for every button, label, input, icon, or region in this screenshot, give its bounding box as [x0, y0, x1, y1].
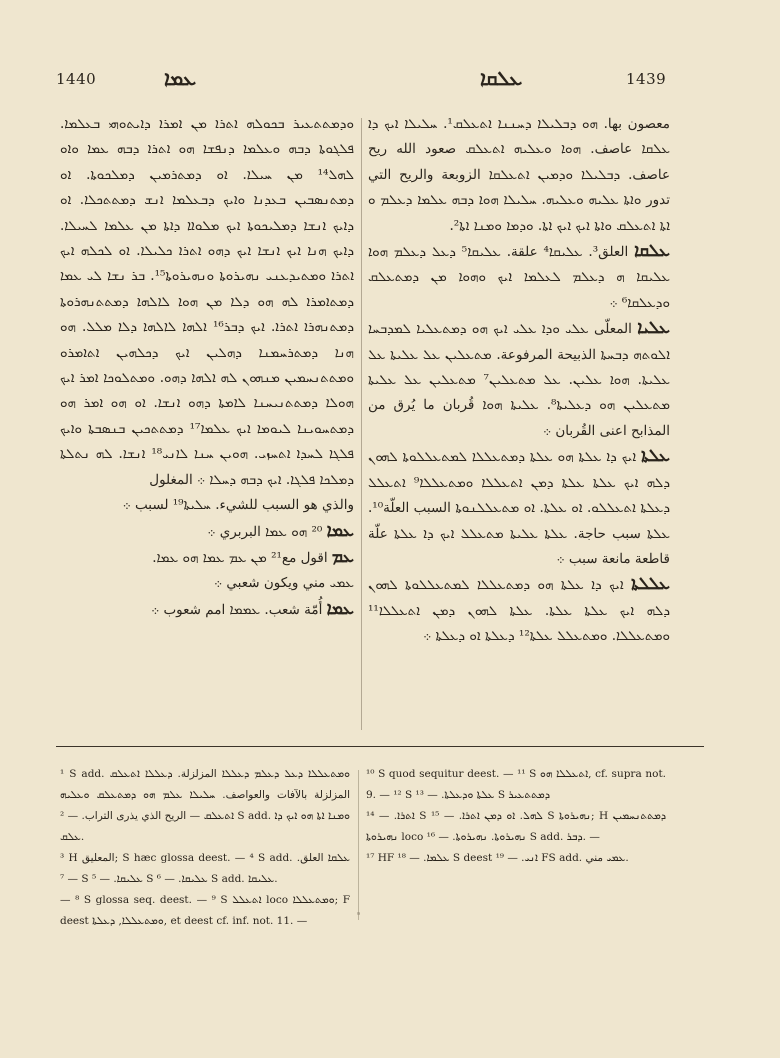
- right-page-number: 1439: [626, 70, 667, 88]
- footnote-block: ¹⁷ HF ܥܠܡܐ. — ¹⁸ S deest ܐܢܝ. — ¹⁹ FS add. ܥܡܝ مني.: [366, 852, 629, 864]
- entry-text: ܥܡܝ مني ويكون شعبي ܀: [213, 575, 354, 592]
- left-entry-2: [60, 545, 354, 571]
- left-column-paragraph-1: ܘܕܡܬܬܥܝܪ ܒܟܘܠܗ ܐܬܪܐ ܡܢ ܐܡܪܐ ܕܐܝܬܘܗܝ ܒܥܠܡܐ. ܦܠܓܘܬܐ ܕܒܗ ܘܥܠܡܐ ܕܢܦܫܐ ܗܘ ܐܬܪܐ ܕܒܗ ܥܡܐ ܘܐܘ ܠܗܠ¹⁴ ܡܢ ܚܝܠܐ. ܐܘ ܕܡܬܪܡܝܢ ܕܡܠܟܘܬܐ. ܐܘ ܕܡܬܢܣܒܝܢ ܒܥܕܢܐ ܘܐܝܟ ܕܒܥܠܡܐ ܐܢܫ ܕܡܬܬܟܠܐ. ܐܘ ܕܐܝܟ ܐܢܫܐ ܕܡܠܝܟܘܬܐ ܐܝܟ ܡܠܘܐܐ ܕܐܬܐ ܡܢ ܥܠܡܐ ܠܚܝܠܐ. ܕܐܝܟ ܗܢܐ ܐܝܟ ܐܢܫܐ ܐܝܟ ܕܗܘ ܐܬܪܐ ܟܠܝܠܐ. ܐܘ ܠܟܠܗ ܐܝܟ ܐܬܪܐ ܘܡܬܝܕܥܢܝ ܢܗܝܪܘܬܐ ܘܢܗܝܪܘܬܐ¹⁵. ܒܪ ܢܫܐ ܠܝ ܥܡܐ ܕܡܬܐܡܪܐ ܠܗ ܗܘ ܕܠܐ ܡܢ ܗܘܐ ܠܐܠܗܐ ܕܡܬܬܢܗܪܘܬܐ ܕܡܬܢܗܪܐ ܐܬܪܐ. ܐܝܟ ܕܒܪ¹⁶ ܐܠܗܐ ܠܐܠܗܐ ܕܠܐ ܡܠܠ. ܗܘ ܗܢܐ ܕܡܬܪܚܡܢܐ ܕܗܠܝܢ ܐܝܟ ܕܟܠܗܝܢ ܐܬܐܡܪܘ ܘܡܬܬܢܚܡܝܢ ܡܢܗܘܢ ܠܗ ܐܠܗܐ ܕܗܘ. ܘܡܬܠܘܟܐ ܐܡܪ ܐܝܟ ܗܘܠܐ ܕܡܬܬܢܝܚܢܐ ܠܐܡܬܐ ܕܗܘ ܐܢܫܐ. ܐܘ ܗܘ ܐܡܪ ܗܘ ܕܡܬܚܘܝܢܐ ܠܝܘܡܐ ܐܝܟ ܥܠܡܐ¹⁷ ܕܡܬܬܟܝܢ ܒܢܣܒܬܐ ܘܐܝܟ ܦܠܓܐ ܠܚܕܐ ܐܬܚܙܝ. ܗܘܝܢ ܚܢܐ ܠܐܢܝ¹⁸ ܐܢܫܐ. ܠܗ ܢܬܠܬܐ ܕܡܠܟܐ ܦܠܓܐ. ܐܝܟ ܕܒܗ ܕܚܠܐ ܀ المغلول: [60, 116, 355, 488]
- entry-headword: ܥܠܬܐ: [641, 446, 670, 467]
- left-entry-1: [60, 519, 354, 545]
- entry-text: ²⁰ ܗܘ ܥܡܐ البربري ܀: [207, 523, 323, 540]
- footnote-block: — ⁸ S glossa seq. deest. — ⁹ S ܐܬܥܠܠ loco ܘܡܬܥܠܠܐ; F deest ܘܡܬܥܠܠܐ, ܕܥܠܬܐ, et deest cf. inf. not. 11. —: [60, 894, 350, 927]
- left-entry-4: [60, 597, 354, 623]
- entry-headword: ܥܠܩܐ: [634, 241, 670, 262]
- footnote-block: ¹⁰ S quod sequitur deest. — ¹¹ S ܐܬܥܠܠܐ ܗܘ, cf. supra not. 9. — ¹² S ܥܠܬܐ ܘܕܥܠܬܐ. — ¹³ S ܕܡܬܬܥܝܪ: [366, 768, 666, 801]
- entry-headword: ܥܡܐ: [326, 520, 354, 541]
- right-column-paragraph-1: معصون بها. ܗܘ ܕܒܠܝܠܐ ܕܚܢܢܐ ܐܬܥܠܩ¹. ܚܠܝܠܐ ܐܝܟ ܕܐ ܥܠܩܐ عاصف. ܗܘܐ ܘܥܠܝܗ ܐܬܥܠܩ صعود الله ريح عاصف. ܕܒܠܝܠܐ ܘܕܡܝܢ ܐܬܥܠܩܐ الزوبعة والريح التي تدور ܘܐܬܐ ܥܠܝܗ ܘܥܠܝܗ. ܚܠܝܠܐ ܗܘܐ ܕܒܗ ܥܠܡܐ ܕܥܠܡ ܘ ܐܬܐ ܐܬܥܠܩ ܘܐܬܐ ܐܝܟ ܐܝܟ ܐܬܐ. ܘܕܡܐ ܘܡܢܐ ܐܬܐ².: [368, 116, 670, 234]
- stray-printer-mark: ᵃ: [357, 910, 361, 919]
- left-footnotes: [60, 764, 350, 932]
- left-entry-3: [60, 571, 354, 596]
- footnote-block: ¹ S add. ܘܡܬܥܠܠܐ ܕܥܠ ܕܥܠܡ ܕܥܠܠܐ المزلزلة. ܕܥܠܠܐ ܐܬܥܠܩ المزلزلة بالآفات والعواصف. ܚܠܝܠܐ ܥܠܡ ܗܘ ܕܡܬܥܠܩ ܘܥܠܝܗ ܐܬܥܠܩ — الريح الذي يذرى التراب. — ² S add. ܘܡܢܐ ܐܬܐ ܗܘ ܐܝܟ ܕܐ ܥܠܩ.: [60, 768, 350, 843]
- footnote-divider: [358, 770, 359, 920]
- footnote-block: ³ H المعليق; S hæc glossa deest. — ⁴ S add. ܥܠܩܐ العلق. — ⁷ S ܥܠܝܩܐ. — ⁵ S ܥܠܝܩܐ. — ⁶ S add. ܥܠܝܩܐ.: [60, 852, 350, 885]
- right-running-headword: ܥܠܩܐ: [480, 66, 523, 90]
- entry-headword: ܥܠܝܐ: [637, 318, 670, 339]
- left-text-column: [60, 112, 354, 623]
- right-entry-1: [368, 239, 670, 316]
- footnote-block: ܐܬܪܐ. — ¹⁴ S ܠܗܠ. ܐܘ ܕܡܢ ܐܬܪܐ. — ¹⁵ S ܢܗܝܪܘܬܐ; H ܕܡܬܬܢܚܡܝܢ ܢܗܝܪܘܬܐ loco ܢܗܝܪܘܬܐ. ܢܗܝܪܘܬܐ. — ¹⁶ S add. ܕܒܪ. —: [366, 810, 667, 843]
- entry-text: العلق³. ܥܠܝܩܐ⁴ علقة. ܥܠܝܩܐ⁵ ܕܥܠ ܕܥܠܡ ܗܘܐ ܥܠܝܩܐ ܗ ܕܥܠܡ ܠܥܠܡܐ ܐܝܟ ܘܗܘܐ ܡܢ ܕܡܬܥܠܩ ܘܕܥܠܩܐ⁶ ܀: [368, 244, 670, 311]
- right-entry-2: [368, 316, 670, 444]
- left-running-headword: ܥܡܐ: [164, 66, 197, 90]
- entry-text: ܐܝܟ ܕܐ ܥܠܬܐ ܗܘ ܥܠܬܐ ܕܡܬܥܠܠܐ ܠܡܬܥܠܠܘܬܐ ܠܗܘܢ ܕܠܗ ܐܝܟ ܥܠܬܐ ܥܠܬܐ ܕܡܢ ܐܬܥܠܠܐ ܘܡܬܥܠܠܐ⁹ ܐܬܥܠܠ ܕܥܠܬܐ ܐܬܥܠܠܘ. ܐܘ ܥܠܬܐ. ܐܘ ܡܬܥܠܠܢܘܬܐ السبب العلّة¹⁰. ܥܠܬܐ سبب حاجة. ܥܠܬܐ ܥܠܝܬܐ ܡܬܥܠܠ ܐܝܟ ܕܐ ܥܠܬܐ علّة قاطعة مانعة سبب ܀: [368, 449, 670, 567]
- entry-headword: ܥܡ: [331, 546, 354, 567]
- entry-text: المعلّى ܥܠܝ ܘܕܐ ܥܠܝ ܐܝܟ ܗܘ ܕܡܬܥܠܝܐ ܠܡܕܒܚܐ ܐܠܘܬܗ ܕܒܚܬܐ الذبيحة المرفوعة. ܡܬܥܠܝܢ ܥܠ ܥܠܝܬܐ ܥܠ ܥܠܝܬܐ. ܗܘܐ ܥܠܝܢ. ܥܠ ܡܬܥܠܝܢ⁷ ܡܬܥܠܝܢ ܥܠ ܥܠܝܬܐ ܡܬܥܠܝܢ ܗܘ ܕܥܠܝܬܐ⁸. ܥܠܝܬܐ ܗܘܐ قُربان ما يُرق من المذابح اعنى القُربان ܀: [368, 321, 670, 439]
- entry-text: أُمّة شعب. ܥܡܡܐ امم شعوب ܀: [151, 601, 323, 618]
- column-divider: [361, 118, 362, 730]
- left-page-number: 1440: [56, 70, 97, 88]
- entry-text: اقول مع²¹ ܡܢ ܥܡ ܥܡܐ ܗܘ ܥܡܐ.: [152, 549, 328, 566]
- entry-headword: ܥܠܠܬܐ: [631, 574, 670, 595]
- footnote-rule: [56, 746, 704, 747]
- right-footnotes: [366, 764, 666, 869]
- left-column-paragraph-2: والذي هو السبب للشيء. ܚܠܝܬܐ¹⁹ لسبب ܀: [122, 497, 354, 514]
- right-entry-3: [368, 444, 670, 572]
- entry-headword: ܥܡܐ: [326, 598, 354, 619]
- right-entry-4: [368, 572, 670, 649]
- right-text-column: [368, 112, 670, 650]
- entry-text: ܐܝܟ ܕܐ ܥܠܬܐ ܗܘ ܕܡܬܥܠܠܐ ܠܡܬܥܠܠܘܬܐ ܠܗܘܢ ܕܠܗ ܐܝܟ ܥܠܬܐ ܥܠܬܐ. ܥܠܬܐ ܠܗܘܢ ܕܡܢ ܐܬܥܠܠܐ¹¹ ܘܡܬܥܠܠܐ. ܘܡܬܥܠܠ ܥܠܬܐ¹² ܕܥܠܬܐ ܐܘ ܕܥܠܬܐ ܀: [368, 577, 670, 645]
